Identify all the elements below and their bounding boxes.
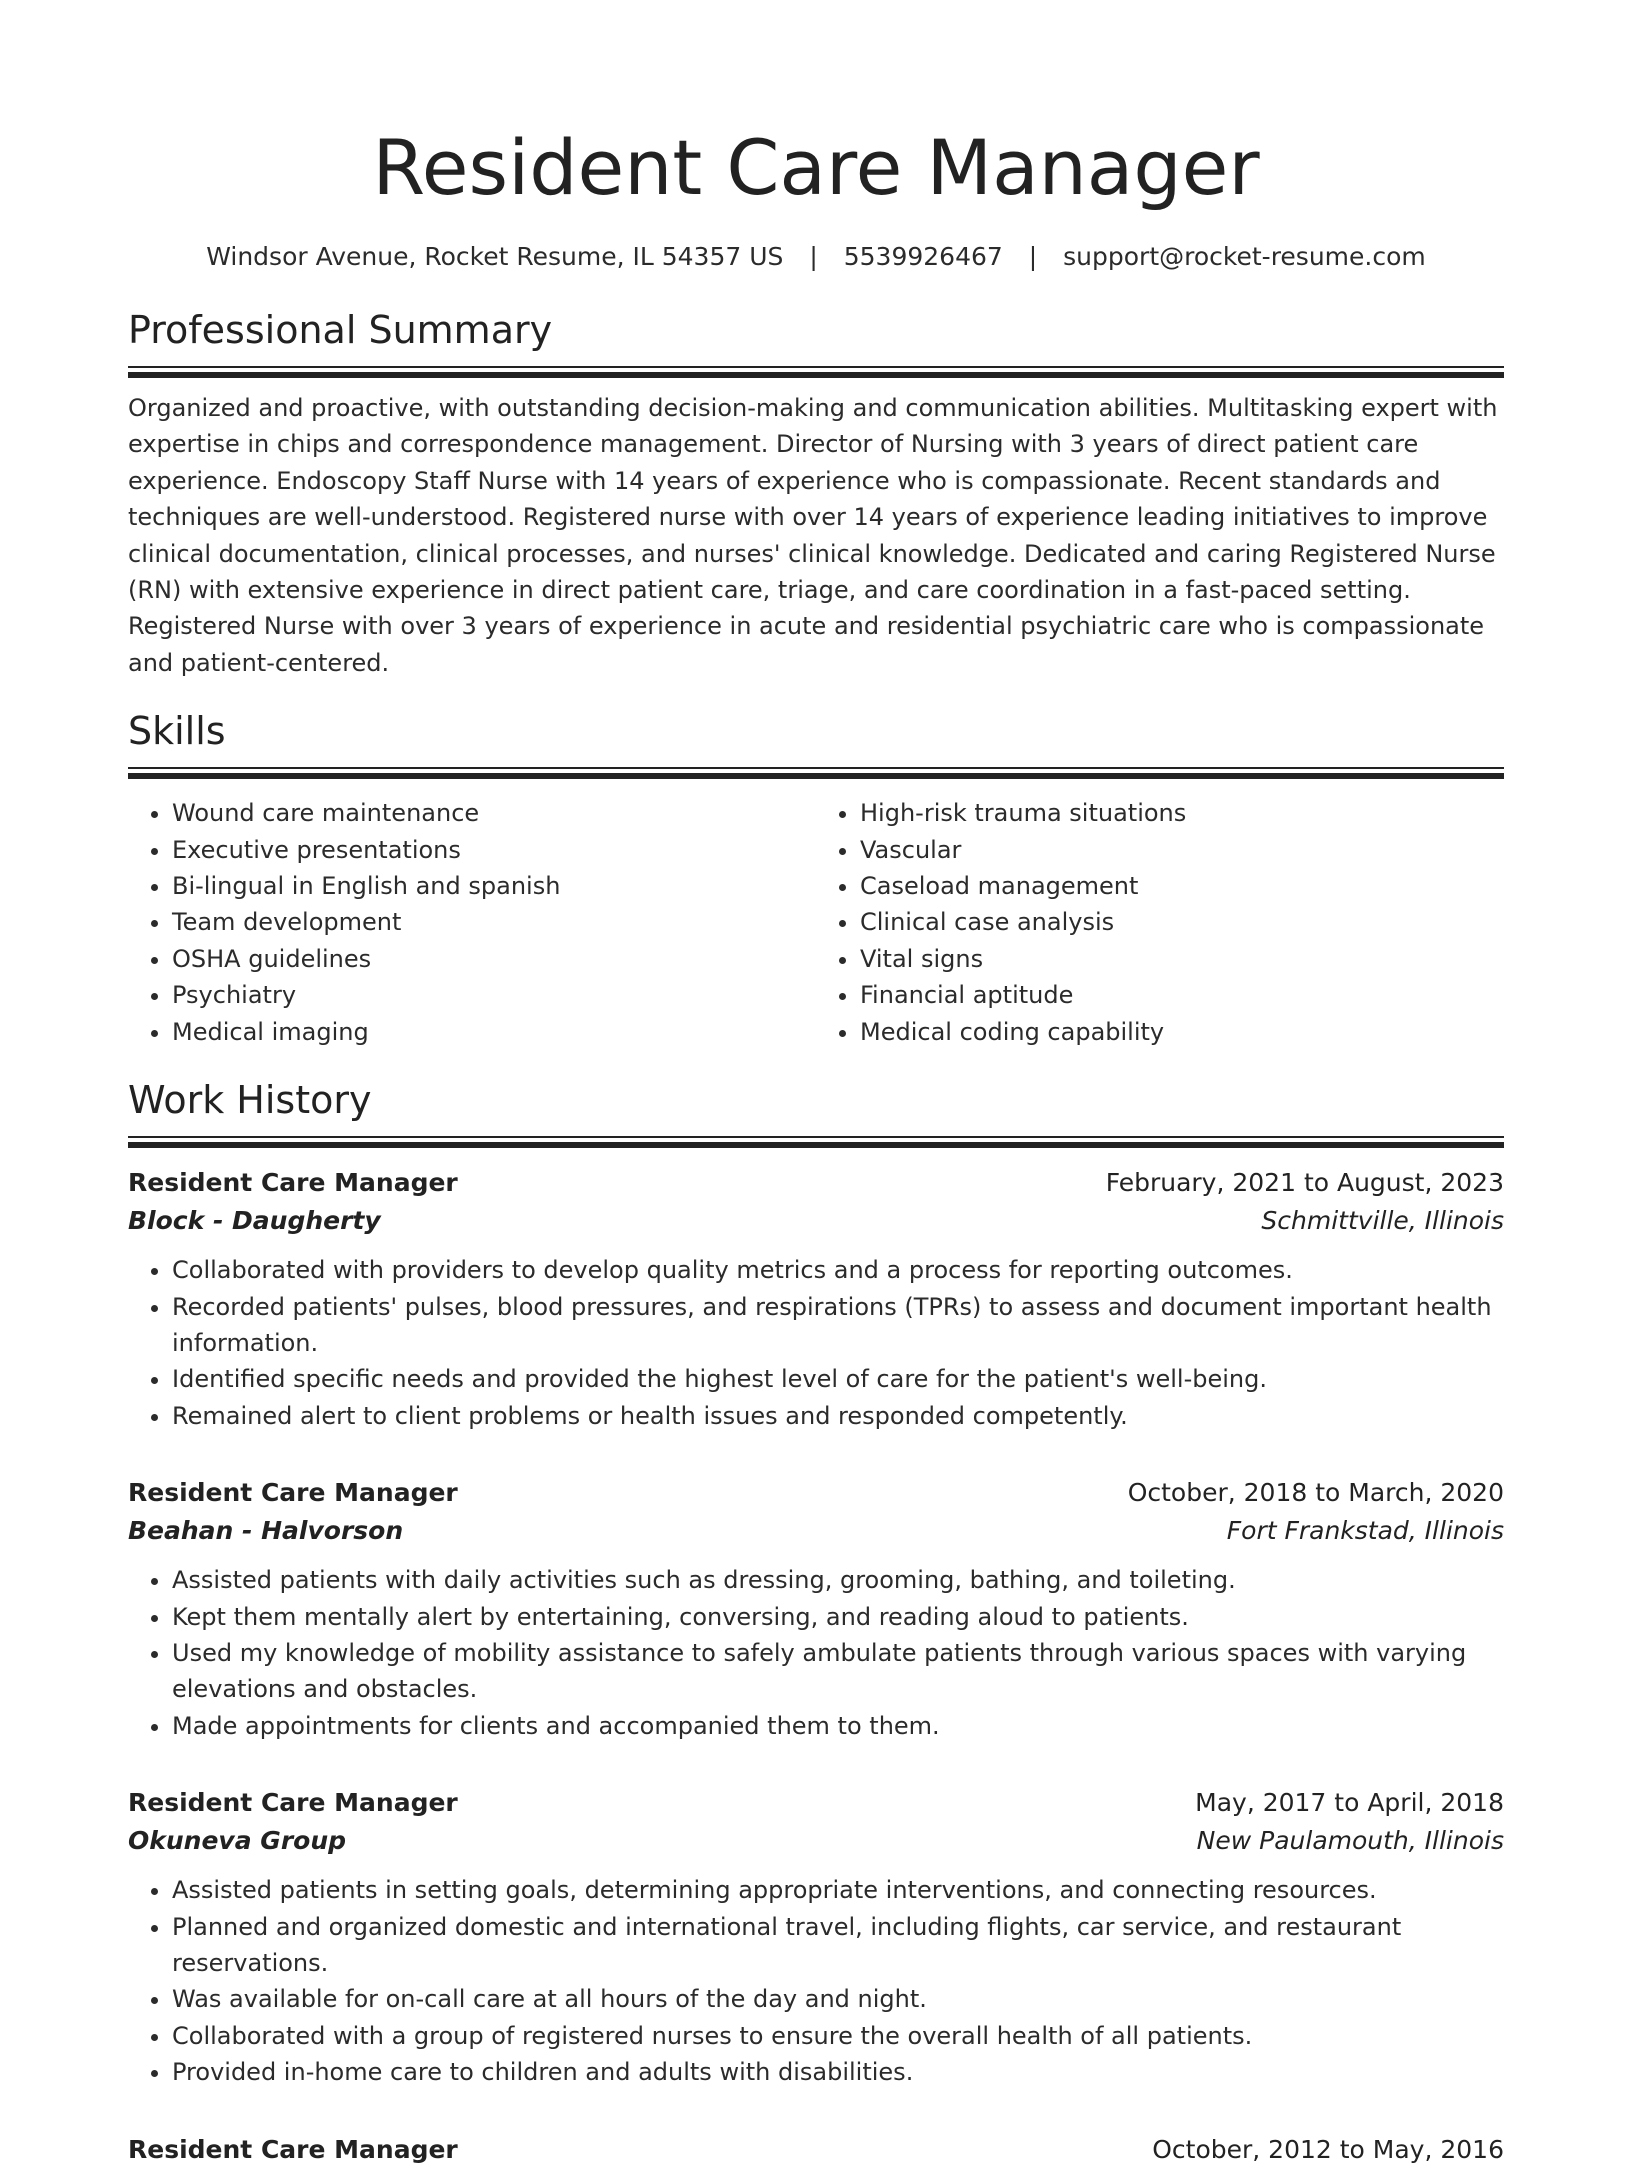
section-title-work-history: Work History	[128, 1078, 372, 1123]
job-bullet: • Recorded patients' pulses, blood pressures, and respirations (TPRs) to assess and document important health information.	[172, 1289, 1504, 1362]
contact-address: Windsor Avenue, Rocket Resume, IL 54357 US	[206, 242, 784, 271]
job-entry	[128, 1784, 1504, 2090]
skill-item: • Financial aptitude	[860, 977, 1504, 1013]
section-divider	[128, 767, 1504, 779]
section-divider	[128, 366, 1504, 378]
work-history-section	[128, 1076, 1504, 2169]
skill-item: • Bi-lingual in English and spanish	[172, 868, 816, 904]
skills-list-left	[128, 795, 816, 1050]
job-title: Resident Care Manager	[128, 1168, 458, 1198]
contact-email: support@rocket-resume.com	[1063, 242, 1426, 271]
contact-separator: |	[1028, 242, 1038, 271]
job-location: Schmittville, Illinois	[1261, 1206, 1504, 1236]
skill-item: • OSHA guidelines	[172, 941, 816, 977]
job-header	[128, 1784, 1504, 1822]
skill-item: • Clinical case analysis	[860, 904, 1504, 940]
job-header	[128, 2131, 1504, 2169]
job-bullets	[128, 1872, 1504, 2090]
job-bullet: • Made appointments for clients and accompanied them to them.	[172, 1708, 1504, 1744]
resume-name: Resident Care Manager	[372, 123, 1260, 212]
job-bullet: • Collaborated with a group of registered nurses to ensure the overall health of all patients.	[172, 2018, 1504, 2054]
contact-line	[128, 240, 1504, 274]
job-entry	[128, 2131, 1504, 2169]
job-dates: October, 2018 to March, 2020	[1127, 1478, 1504, 1508]
skill-item: • Psychiatry	[172, 977, 816, 1013]
job-bullet: • Collaborated with providers to develop quality metrics and a process for reporting outcomes.	[172, 1252, 1504, 1288]
skill-item: • Vital signs	[860, 941, 1504, 977]
skill-item: • Wound care maintenance	[172, 795, 816, 831]
skills-list-right	[816, 795, 1504, 1050]
job-title: Resident Care Manager	[128, 1478, 458, 1508]
job-location: New Paulamouth, Illinois	[1196, 1826, 1504, 1856]
job-bullet: • Assisted patients with daily activities such as dressing, grooming, bathing, and toileting.	[172, 1562, 1504, 1598]
skill-item: • Executive presentations	[172, 832, 816, 868]
job-header	[128, 1474, 1504, 1512]
job-dates: February, 2021 to August, 2023	[1105, 1168, 1504, 1198]
job-bullet: • Provided in-home care to children and adults with disabilities.	[172, 2054, 1504, 2090]
skill-item: • Caseload management	[860, 868, 1504, 904]
contact-separator: |	[809, 242, 818, 271]
job-title: Resident Care Manager	[128, 2134, 458, 2164]
skill-item: • High-risk trauma situations	[860, 795, 1504, 831]
job-subheader	[128, 1512, 1504, 1550]
section-title-skills: Skills	[128, 709, 226, 754]
job-bullets	[128, 1252, 1504, 1434]
job-dates: October, 2012 to May, 2016	[1152, 2134, 1504, 2164]
job-header	[128, 1164, 1504, 1202]
job-company: Okuneva Group	[128, 1826, 347, 1856]
job-company: Beahan - Halvorson	[128, 1516, 404, 1546]
contact-phone: 5539926467	[843, 242, 1003, 271]
job-entry	[128, 1164, 1504, 1434]
job-bullet: • Planned and organized domestic and international travel, including flights, car service, and restaurant reservations.	[172, 1909, 1504, 1982]
skill-item: • Medical coding capability	[860, 1014, 1504, 1050]
professional-summary-section	[128, 306, 1504, 681]
summary-text: Organized and proactive, with outstanding decision-making and communication abilities. Multitasking expert with expertise in chips and correspondence management. Director of Nursing with 3 years of direct patient care experience. Endoscopy Staff Nurse with 14 years of experience who is compassionate. Recent standards and techniques are well-understood. Registered nurse with over 14 years of experience leading initiatives to improve clinical documentation, clinical processes, and nurses' clinical knowledge. Dedicated and caring Registered Nurse (RN) with extensive experience in direct patient care, triage, and care coordination in a fast-paced setting. Registered Nurse with over 3 years of experience in acute and residential psychiatric care who is compassionate and patient-centered.	[128, 394, 1498, 677]
skill-item: • Vascular	[860, 832, 1504, 868]
job-location: Fort Frankstad, Illinois	[1226, 1516, 1504, 1546]
job-bullets	[128, 1562, 1504, 1744]
section-title-summary: Professional Summary	[128, 308, 553, 352]
skill-item: • Medical imaging	[172, 1014, 816, 1050]
job-bullet: • Kept them mentally alert by entertaining, conversing, and reading aloud to patients.	[172, 1599, 1504, 1635]
job-bullet: • Was available for on-call care at all hours of the day and night.	[172, 1981, 1504, 2017]
skill-item: • Team development	[172, 904, 816, 940]
job-bullet: • Identified specific needs and provided the highest level of care for the patient's well-being.	[172, 1361, 1504, 1397]
job-subheader	[128, 1202, 1504, 1240]
section-divider	[128, 1136, 1504, 1148]
job-bullet: • Assisted patients in setting goals, determining appropriate interventions, and connecting resources.	[172, 1872, 1504, 1908]
job-subheader	[128, 1822, 1504, 1860]
job-bullet: • Remained alert to client problems or health issues and responded competently.	[172, 1398, 1504, 1434]
job-company: Block - Daugherty	[128, 1206, 381, 1236]
job-entry	[128, 1474, 1504, 1744]
job-dates: May, 2017 to April, 2018	[1195, 1788, 1504, 1818]
skills-columns	[128, 795, 1504, 1050]
job-bullet: • Used my knowledge of mobility assistance to safely ambulate patients through various spaces with varying elevations and obstacles.	[172, 1635, 1504, 1708]
job-title: Resident Care Manager	[128, 1788, 458, 1818]
skills-section	[128, 707, 1504, 1050]
